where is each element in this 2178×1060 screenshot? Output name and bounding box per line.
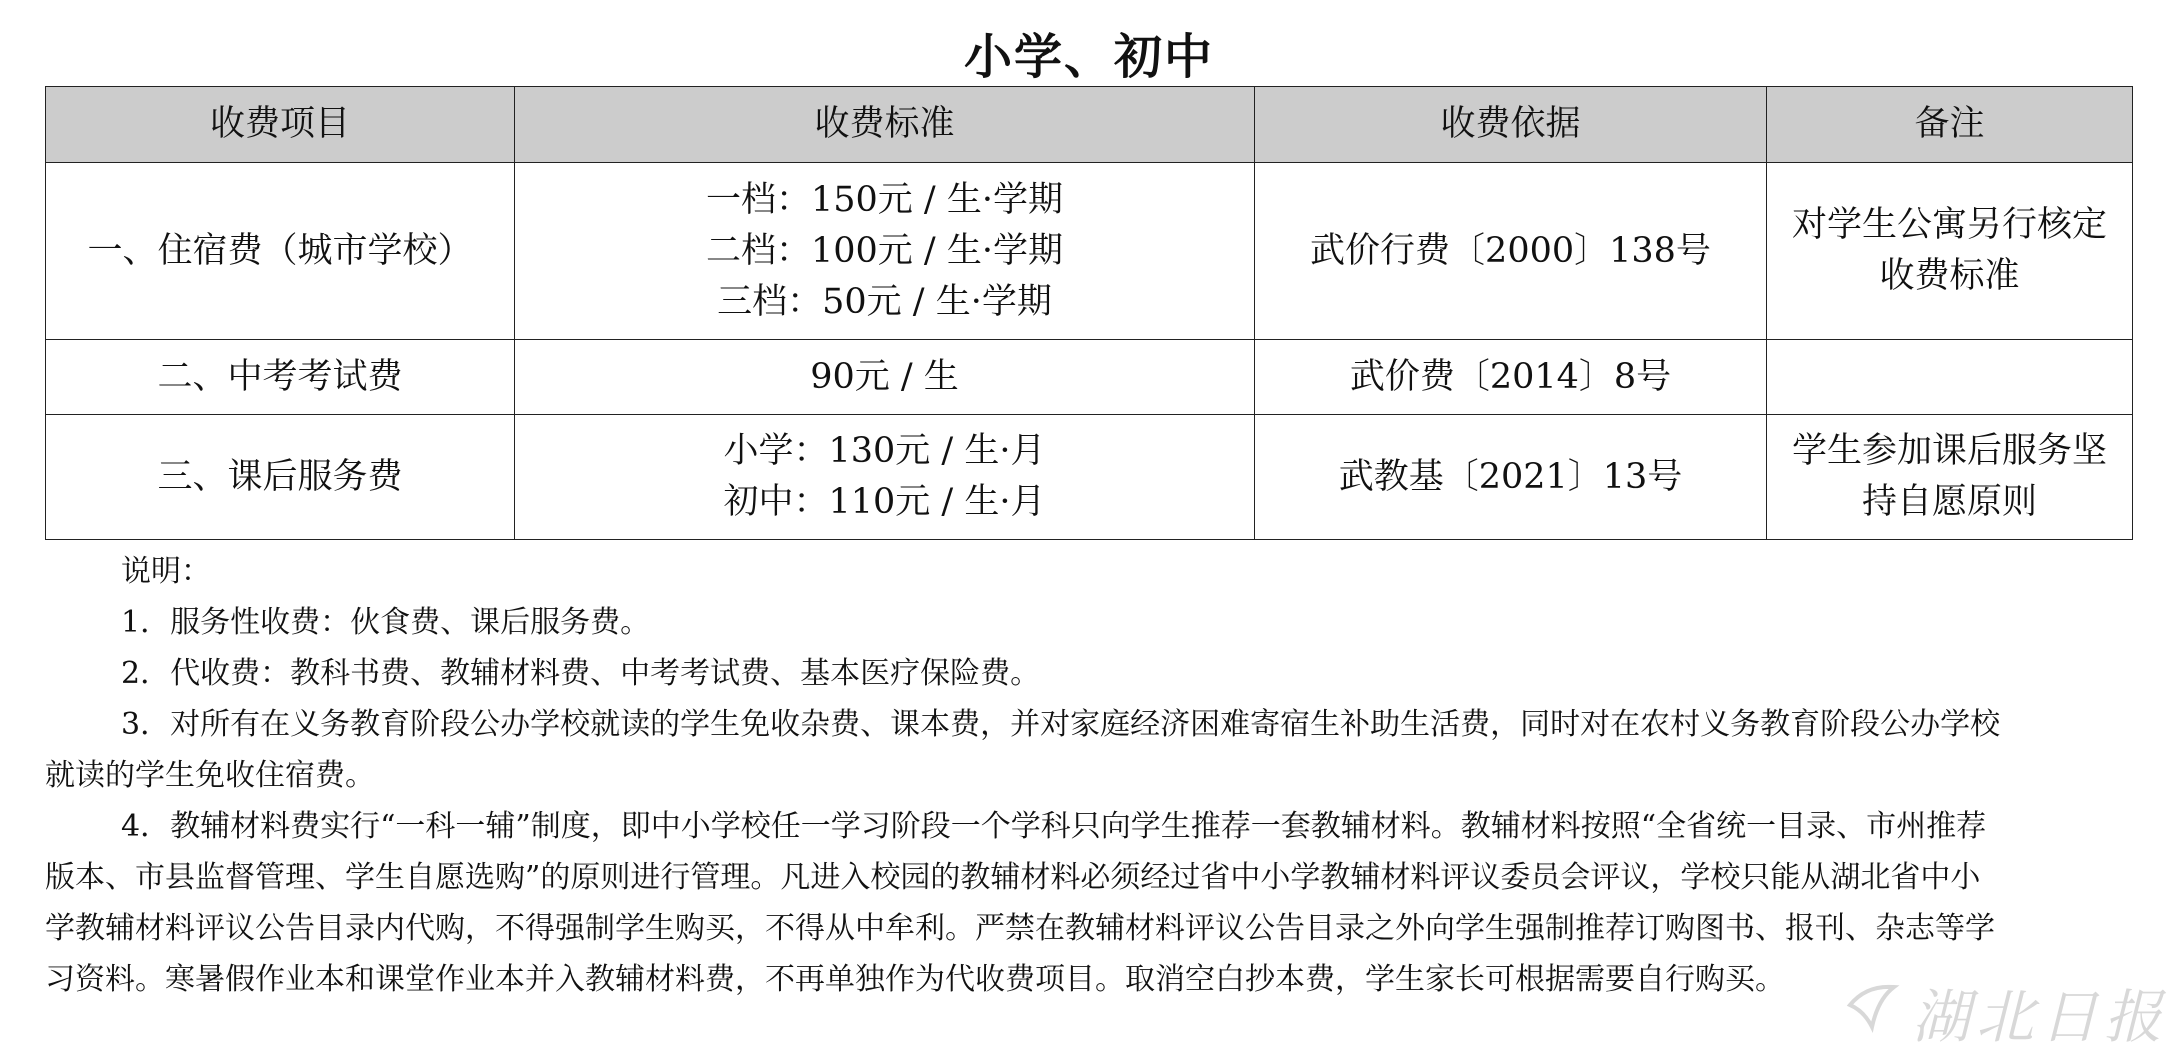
note-item-4-continued: 习资料。寒暑假作业本和课堂作业本并入教辅材料费，不再单独作为代收费项目。取消空白抄本费，学生家长可根据需要自行购买。: [45, 962, 1785, 997]
fee-table: [45, 86, 2133, 540]
cell-basis: 武教基〔2021〕13号: [1255, 415, 1767, 540]
header-fee-standard: 收费标准: [515, 87, 1255, 163]
cell-standard: [515, 340, 1255, 415]
note-item-4-continued: 学教辅材料评议公告目录内代购，不得强制学生购买，不得从中牟利。严禁在教辅材料评议公告目录之外向学生强制推荐订购图书、报刊、杂志等学: [45, 911, 1995, 946]
cell-standard: [515, 415, 1255, 540]
header-fee-basis: 收费依据: [1255, 87, 1767, 163]
note-item-4: 4．教辅材料费实行“一科一辅”制度，即中小学校任一学习阶段一个学科只向学生推荐一套教辅材料。教辅材料按照“全省统一目录、市州推荐: [121, 809, 1987, 844]
table-row: [46, 415, 2133, 540]
header-fee-item: 收费项目: [46, 87, 515, 163]
note-item-4-continued: 版本、市县监督管理、学生自愿选购”的原则进行管理。凡进入校园的教辅材料必须经过省中小学教辅材料评议委员会评议，学校只能从湖北省中小: [45, 860, 1981, 895]
table-header-row: [46, 87, 2133, 163]
hubei-daily-logo-icon: [1842, 975, 1902, 1049]
note-line: 持自愿原则: [1861, 482, 2037, 522]
notes-section: [45, 546, 2132, 1005]
cell-item: 三、课后服务费: [46, 415, 515, 540]
note-item-2: 2．代收费：教科书费、教辅材料费、中考考试费、基本医疗保险费。: [121, 656, 1041, 691]
cell-note: [1767, 340, 2133, 415]
cell-item: 二、中考考试费: [46, 340, 515, 415]
note-line: 收费标准: [1879, 256, 2020, 296]
watermark-text: 湖北日报: [1911, 983, 2168, 1051]
standard-line: 初中：110元 / 生·月: [723, 482, 1046, 522]
cell-basis: 武价费〔2014〕8号: [1255, 340, 1767, 415]
table-row: [46, 163, 2133, 340]
standard-line: 一档：150元 / 生·学期: [706, 179, 1063, 220]
header-remarks: 备注: [1767, 87, 2133, 163]
standard-line: 二档：100元 / 生·学期: [706, 230, 1063, 271]
note-line: 对学生公寓另行核定: [1791, 205, 2107, 245]
cell-note: [1767, 415, 2133, 540]
standard-line: 三档：50元 / 生·学期: [717, 281, 1052, 322]
page-title: 小学、初中: [963, 29, 1214, 85]
cell-standard: [515, 163, 1255, 340]
note-line: 学生参加课后服务坚: [1791, 431, 2107, 471]
note-item-3-continued: 就读的学生免收住宿费。: [45, 758, 375, 793]
cell-basis: 武价行费〔2000〕138号: [1255, 163, 1767, 340]
note-item-1: 1．服务性收费：伙食费、课后服务费。: [121, 605, 651, 640]
cell-item: 一、住宿费（城市学校）: [46, 163, 515, 340]
notes-heading: 说明：: [121, 554, 211, 589]
note-item-3: 3．对所有在义务教育阶段公办学校就读的学生免收杂费、课本费，并对家庭经济困难寄宿生补助生活费，同时对在农村义务教育阶段公办学校: [121, 707, 2001, 742]
watermark: [1842, 970, 2168, 1054]
standard-line: 小学：130元 / 生·月: [723, 431, 1046, 471]
cell-note: [1767, 163, 2133, 340]
table-row: [46, 340, 2133, 415]
standard-line: 90元 / 生: [810, 356, 959, 397]
